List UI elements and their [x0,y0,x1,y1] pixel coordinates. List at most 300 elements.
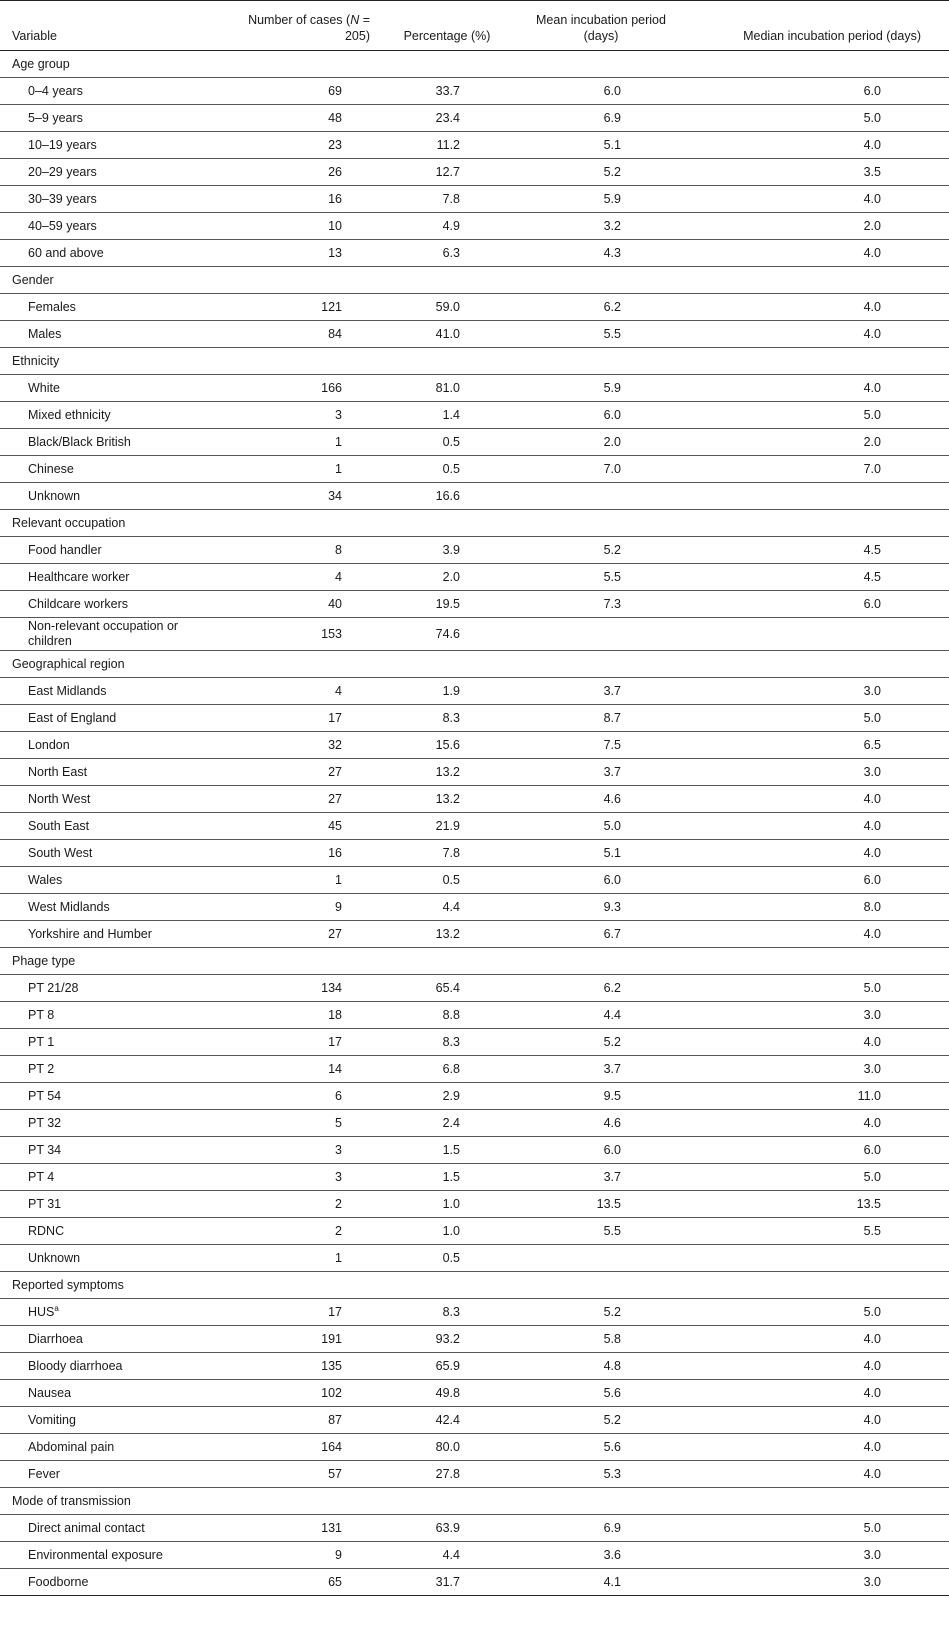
header-number-of-cases [228,1,376,51]
row-label-cell [0,732,228,759]
mean-incubation-value: 4.1 [603,1575,621,1589]
row-label-cell [0,537,228,564]
header-cases-text-1: Number of cases ( [248,13,351,27]
cases-count: 65 [328,1575,342,1589]
row-label-cell [0,894,228,921]
table-row [0,294,949,321]
row-label-cell [0,591,228,618]
table-row [0,786,949,813]
percentage-value: 19.5 [435,597,460,611]
cases-count: 164 [321,1440,342,1454]
row-label: Vomiting [28,1412,76,1427]
row-label-cell [0,921,228,948]
median-incubation-value: 4.5 [863,570,881,584]
cases-count: 1 [335,435,342,449]
row-label-cell [0,1353,228,1380]
row-label-cell [0,975,228,1002]
table-header [0,1,949,51]
row-label: Unknown [28,488,81,503]
table-row [0,1002,949,1029]
table-row [0,321,949,348]
row-label-cell [0,132,228,159]
row-label-cell [0,678,228,705]
row-label-cell [0,1245,228,1272]
percentage-value: 2.0 [442,570,460,584]
row-label-cell [0,813,228,840]
median-incubation-value: 4.0 [863,1386,881,1400]
cases-count: 10 [328,219,342,233]
row-label-cell [0,1056,228,1083]
row-label-cell [0,483,228,510]
median-incubation-value: 6.0 [863,84,881,98]
row-label-cell [0,1029,228,1056]
median-incubation-value: 5.0 [863,1170,881,1184]
category-row [0,1272,949,1299]
header-median-incubation: Median incubation period (days) [743,29,921,43]
cases-count: 2 [335,1224,342,1238]
percentage-value: 1.4 [442,408,460,422]
percentage-value: 13.2 [435,792,460,806]
median-incubation-value: 4.0 [863,1467,881,1481]
cases-count: 27 [328,927,342,941]
percentage-value: 3.9 [442,543,460,557]
row-label-cell [0,1434,228,1461]
cases-count: 84 [328,327,342,341]
percentage-value: 2.4 [442,1116,460,1130]
cases-count: 4 [335,684,342,698]
row-label-cell [0,840,228,867]
row-label: 0–4 years [28,83,83,98]
table-row [0,1056,949,1083]
table-row [0,1461,949,1488]
cases-count: 16 [328,192,342,206]
table-row [0,1407,949,1434]
row-label: 20–29 years [28,164,97,179]
mean-incubation-value: 3.2 [603,219,621,233]
percentage-value: 8.3 [442,1305,460,1319]
mean-incubation-value: 5.2 [603,543,621,557]
mean-incubation-value: 5.6 [603,1440,621,1454]
row-label: Direct animal contact [28,1520,145,1535]
cases-count: 9 [335,1548,342,1562]
row-label-cell [0,1002,228,1029]
mean-incubation-value: 6.2 [603,981,621,995]
mean-incubation-value: 5.3 [603,1467,621,1481]
table-row [0,105,949,132]
table-row [0,813,949,840]
percentage-value: 11.2 [436,138,460,152]
mean-incubation-value: 3.7 [603,1062,621,1076]
table-row [0,564,949,591]
table-row [0,375,949,402]
row-label-cell [0,1110,228,1137]
percentage-value: 1.0 [442,1197,460,1211]
median-incubation-value: 4.0 [863,327,881,341]
mean-incubation-value: 4.6 [603,1116,621,1130]
mean-incubation-value [518,483,684,510]
mean-incubation-value: 6.0 [603,84,621,98]
row-label: Fever [28,1466,60,1481]
table-row [0,1218,949,1245]
mean-incubation-value: 5.2 [603,165,621,179]
median-incubation-value: 3.0 [863,1575,881,1589]
row-label: Mixed ethnicity [28,407,111,422]
table-row [0,1191,949,1218]
percentage-value: 65.9 [435,1359,460,1373]
median-incubation-value: 2.0 [863,435,881,449]
median-incubation-value: 6.5 [863,738,881,752]
median-incubation-value: 7.0 [863,462,881,476]
percentage-value: 74.6 [435,627,460,641]
cases-count: 18 [328,1008,342,1022]
median-incubation-value: 3.5 [863,165,881,179]
row-label-cell [0,78,228,105]
table-row [0,1299,949,1326]
row-label: 5–9 years [28,110,83,125]
category-title: Ethnicity [12,354,60,368]
median-incubation-value: 6.0 [863,597,881,611]
cases-count: 1 [335,462,342,476]
table-row [0,1515,949,1542]
percentage-value: 21.9 [435,819,460,833]
table-row [0,1083,949,1110]
row-label: Healthcare worker [28,569,130,584]
median-incubation-value: 4.5 [863,543,881,557]
header-percentage: Percentage (%) [403,29,491,43]
category-title: Phage type [12,954,76,968]
row-label: PT 21/28 [28,980,79,995]
table-row [0,1434,949,1461]
header-mean-incubation: Mean incubation period (days) [536,13,666,43]
row-label-cell [0,456,228,483]
row-label-cell [0,618,228,651]
mean-incubation-value [518,1245,684,1272]
table-row [0,429,949,456]
category-row [0,510,949,537]
cases-count: 57 [328,1467,342,1481]
cases-count: 27 [328,792,342,806]
percentage-value: 31.7 [435,1575,460,1589]
median-incubation-value: 4.0 [863,300,881,314]
mean-incubation-value: 6.9 [603,1521,621,1535]
median-incubation-value: 5.0 [863,711,881,725]
percentage-value: 49.8 [435,1386,460,1400]
cases-count: 17 [328,1035,342,1049]
row-label-cell [0,1407,228,1434]
row-label: Food handler [28,542,102,557]
cases-count: 2 [335,1197,342,1211]
percentage-value: 4.4 [442,900,460,914]
percentage-value: 7.8 [442,192,460,206]
median-incubation-value: 3.0 [863,765,881,779]
mean-incubation-value: 5.2 [603,1305,621,1319]
cases-count: 1 [335,1251,342,1265]
median-incubation-value [684,1245,949,1272]
table-row [0,618,949,651]
table-row [0,975,949,1002]
row-label-cell [0,1515,228,1542]
percentage-value: 0.5 [442,873,460,887]
row-label: Non-relevant occupation or children [28,619,179,648]
median-incubation-value: 3.0 [863,684,881,698]
median-incubation-value: 3.0 [863,1548,881,1562]
row-label: Females [28,299,76,314]
table-row [0,921,949,948]
mean-incubation-value: 6.9 [603,111,621,125]
table-row [0,186,949,213]
row-label: PT 32 [28,1115,62,1130]
row-label-cell [0,1299,228,1326]
median-incubation-value: 4.0 [863,846,881,860]
cases-count: 5 [335,1116,342,1130]
row-label: West Midlands [28,899,110,914]
row-label: Environmental exposure [28,1547,163,1562]
table-row [0,591,949,618]
header-cases-italic-n: N [350,13,360,27]
mean-incubation-value [518,618,684,651]
median-incubation-value: 5.0 [863,1521,881,1535]
row-label: Unknown [28,1250,81,1265]
cases-count: 121 [321,300,342,314]
row-label-cell [0,1191,228,1218]
row-label-cell [0,1461,228,1488]
percentage-value: 6.3 [442,246,460,260]
category-row [0,348,949,375]
category-title: Gender [12,273,54,287]
mean-incubation-value: 5.9 [603,381,621,395]
mean-incubation-value: 5.0 [603,819,621,833]
row-label-cell [0,1542,228,1569]
row-label: Childcare workers [28,596,129,611]
median-incubation-value [684,618,949,651]
row-label: PT 8 [28,1007,55,1022]
mean-incubation-value: 5.1 [603,138,621,152]
footnote-marker: a [54,1303,59,1313]
percentage-value: 0.5 [442,435,460,449]
mean-incubation-value: 4.8 [603,1359,621,1373]
median-incubation-value: 4.0 [863,1035,881,1049]
cases-count: 17 [328,1305,342,1319]
median-incubation-value: 4.0 [863,246,881,260]
row-label: 40–59 years [28,218,97,233]
percentage-value: 27.8 [435,1467,460,1481]
cases-count: 87 [328,1413,342,1427]
header-variable: Variable [12,29,57,43]
percentage-value: 63.9 [435,1521,460,1535]
table-row [0,132,949,159]
median-incubation-value: 8.0 [863,900,881,914]
percentage-value: 42.4 [435,1413,460,1427]
row-label: HUS [28,1304,55,1319]
percentage-value: 16.6 [435,489,460,503]
median-incubation-value: 3.0 [863,1008,881,1022]
cases-count: 16 [328,846,342,860]
category-title: Age group [12,57,70,71]
row-label-cell [0,240,228,267]
category-row [0,1488,949,1515]
cases-count: 26 [328,165,342,179]
category-title: Relevant occupation [12,516,126,530]
table-row [0,402,949,429]
table-row [0,732,949,759]
row-label: East Midlands [28,683,107,698]
table-row [0,1353,949,1380]
table-row [0,1326,949,1353]
median-incubation-value: 5.0 [863,981,881,995]
row-label: PT 4 [28,1169,55,1184]
table-row [0,1542,949,1569]
percentage-value: 80.0 [435,1440,460,1454]
table-row [0,705,949,732]
percentage-value: 8.3 [442,1035,460,1049]
row-label-cell [0,705,228,732]
median-incubation-value: 6.0 [863,1143,881,1157]
table-row [0,537,949,564]
table-row [0,456,949,483]
cases-count: 3 [335,1143,342,1157]
percentage-value: 1.5 [442,1143,460,1157]
table-row [0,1164,949,1191]
category-row [0,267,949,294]
cases-count: 1 [335,873,342,887]
row-label-cell [0,1137,228,1164]
percentage-value: 81.0 [435,381,460,395]
row-label: PT 2 [28,1061,55,1076]
row-label-cell [0,786,228,813]
median-incubation-value: 13.5 [856,1197,881,1211]
percentage-value: 1.5 [442,1170,460,1184]
median-incubation-value: 4.0 [863,1359,881,1373]
table-row [0,159,949,186]
cases-count: 27 [328,765,342,779]
cases-count: 3 [335,1170,342,1184]
mean-incubation-value: 7.5 [603,738,621,752]
table-row [0,1029,949,1056]
row-label: RDNC [28,1223,65,1238]
table-row [0,213,949,240]
mean-incubation-value: 6.0 [603,873,621,887]
percentage-value: 8.3 [442,711,460,725]
table-row [0,78,949,105]
cases-count: 45 [328,819,342,833]
median-incubation-value: 6.0 [863,873,881,887]
category-row [0,51,949,78]
median-incubation-value: 4.0 [863,819,881,833]
category-title: Geographical region [12,657,125,671]
row-label: North East [28,764,88,779]
percentage-value: 59.0 [435,300,460,314]
median-incubation-value: 4.0 [863,1440,881,1454]
row-label: Bloody diarrhoea [28,1358,123,1373]
median-incubation-value: 5.0 [863,408,881,422]
median-incubation-value: 4.0 [863,192,881,206]
row-label: PT 34 [28,1142,62,1157]
row-label-cell [0,1569,228,1596]
percentage-value: 93.2 [435,1332,460,1346]
row-label: Yorkshire and Humber [28,926,152,941]
row-label-cell [0,1218,228,1245]
mean-incubation-value: 6.0 [603,408,621,422]
table-row [0,1569,949,1596]
mean-incubation-value: 5.2 [603,1413,621,1427]
cases-count: 17 [328,711,342,725]
median-incubation-value: 4.0 [863,1116,881,1130]
row-label: Diarrhoea [28,1331,83,1346]
percentage-value: 0.5 [442,1251,460,1265]
mean-incubation-value: 5.1 [603,846,621,860]
cases-count: 3 [335,408,342,422]
row-label-cell [0,1380,228,1407]
row-label: 60 and above [28,245,104,260]
median-incubation-value: 4.0 [863,138,881,152]
row-label-cell [0,759,228,786]
mean-incubation-value: 9.5 [603,1089,621,1103]
row-label-cell [0,1083,228,1110]
cases-count: 102 [321,1386,342,1400]
percentage-value: 15.6 [435,738,460,752]
table-row [0,1245,949,1272]
mean-incubation-value: 3.7 [603,684,621,698]
row-label: Chinese [28,461,74,476]
row-label: Nausea [28,1385,72,1400]
mean-incubation-value: 5.8 [603,1332,621,1346]
percentage-value: 2.9 [442,1089,460,1103]
mean-incubation-value: 8.7 [603,711,621,725]
cases-count: 40 [328,597,342,611]
cases-count: 32 [328,738,342,752]
header-row [0,1,949,51]
mean-incubation-value: 7.0 [603,462,621,476]
mean-incubation-value: 13.5 [596,1197,621,1211]
cases-count: 131 [321,1521,342,1535]
table-row [0,1380,949,1407]
cases-count: 134 [321,981,342,995]
mean-incubation-value: 4.3 [603,246,621,260]
percentage-value: 65.4 [435,981,460,995]
median-incubation-value: 4.0 [863,1332,881,1346]
mean-incubation-value: 3.6 [603,1548,621,1562]
median-incubation-value [684,483,949,510]
median-incubation-value: 4.0 [863,381,881,395]
mean-incubation-value: 5.5 [603,327,621,341]
row-label: 10–19 years [28,137,97,152]
mean-incubation-value: 5.6 [603,1386,621,1400]
cases-count: 13 [328,246,342,260]
table-row [0,240,949,267]
row-label: London [28,737,70,752]
mean-incubation-value: 3.7 [603,765,621,779]
row-label: PT 1 [28,1034,55,1049]
cases-count: 9 [335,900,342,914]
category-row [0,948,949,975]
table-body [0,51,949,1596]
category-row [0,651,949,678]
percentage-value: 4.9 [442,219,460,233]
row-label: South West [28,845,93,860]
median-incubation-value: 11.0 [857,1089,881,1103]
row-label: Wales [28,872,63,887]
mean-incubation-value: 4.6 [603,792,621,806]
percentage-value: 6.8 [442,1062,460,1076]
row-label-cell [0,564,228,591]
row-label: East of England [28,710,117,725]
table-row [0,1137,949,1164]
category-title: Mode of transmission [12,1494,131,1508]
row-label-cell [0,402,228,429]
percentage-value: 4.4 [442,1548,460,1562]
median-incubation-value: 5.0 [863,1305,881,1319]
cases-count: 48 [328,111,342,125]
